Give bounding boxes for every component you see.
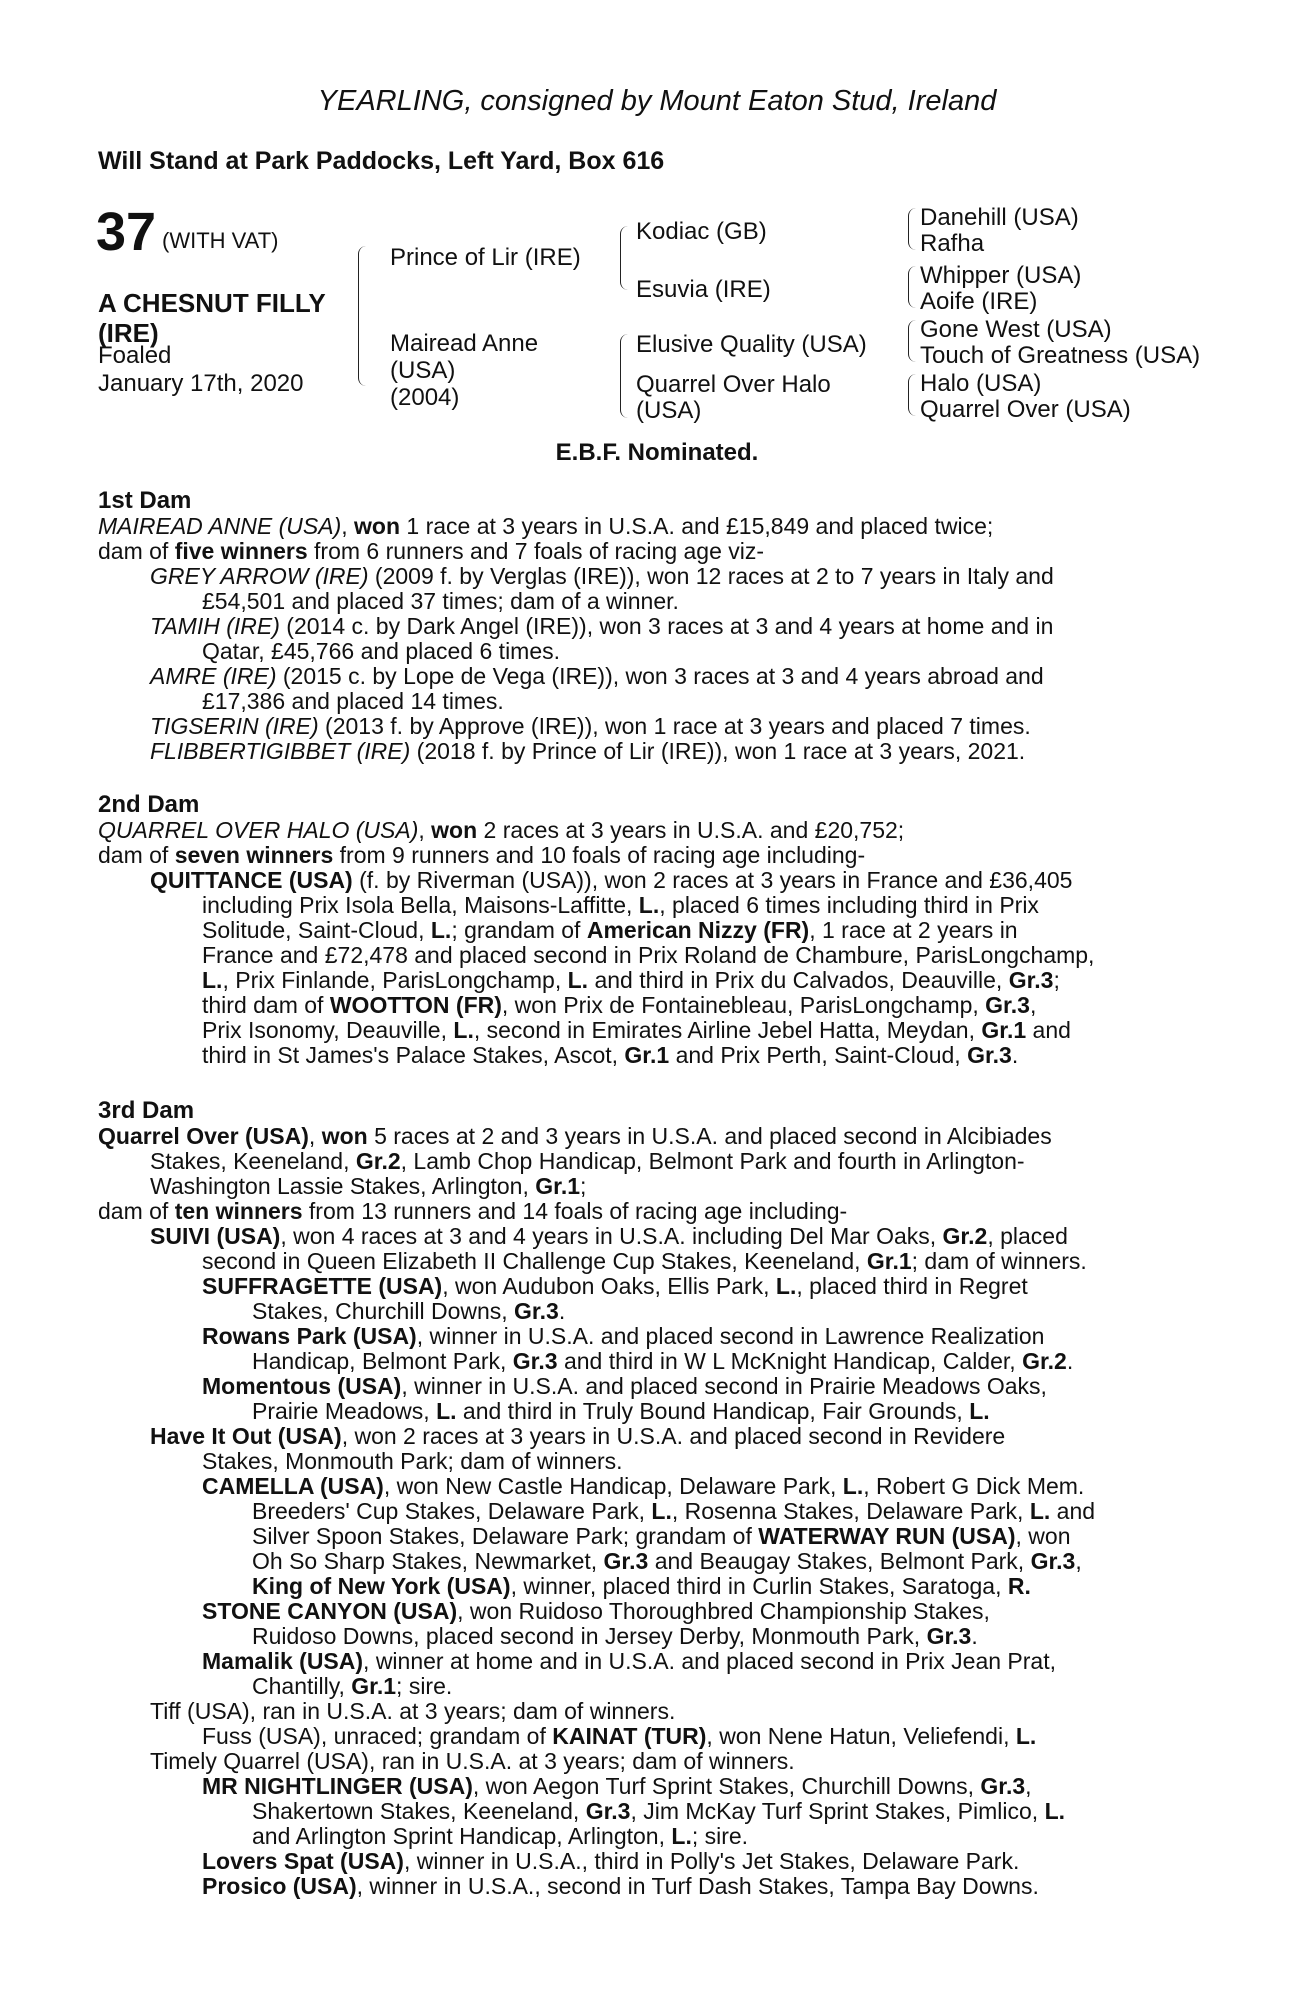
third-dam-line: Washington Lassie Stakes, Arlington, Gr.1; — [150, 1173, 587, 1199]
third-dam-line: Shakertown Stakes, Keeneland, Gr.3, Jim McKay Turf Sprint Stakes, Pimlico, L. — [252, 1798, 1066, 1824]
third-dam-line: Stakes, Churchill Downs, Gr.3. — [252, 1298, 566, 1324]
pedigree-gg-7: Halo (USA) — [920, 370, 1042, 397]
third-dam-line: Momentous (USA), winner in U.S.A. and placed second in Prairie Meadows Oaks, — [202, 1373, 1047, 1399]
first-dam-line: £17,386 and placed 14 times. — [202, 688, 504, 714]
third-dam-line: Oh So Sharp Stakes, Newmarket, Gr.3 and Beaugay Stakes, Belmont Park, Gr.3, — [252, 1548, 1082, 1574]
third-dam-line: Handicap, Belmont Park, Gr.3 and third in W L McKnight Handicap, Calder, Gr.2. — [252, 1348, 1074, 1374]
first-dam-line: £54,501 and placed 37 times; dam of a winner. — [202, 588, 679, 614]
pedigree-dam-sire: Elusive Quality (USA) — [636, 331, 867, 358]
third-dam-line: SUFFRAGETTE (USA), won Audubon Oaks, Ellis Park, L., placed third in Regret — [202, 1273, 1028, 1299]
pedigree-sire-sire: Kodiac (GB) — [636, 218, 767, 245]
third-dam-line: and Arlington Sprint Handicap, Arlington, L.; sire. — [252, 1823, 749, 1849]
first-dam-line: AMRE (IRE) (2015 c. by Lope de Vega (IRE)), won 3 races at 3 and 4 years abroad and — [150, 663, 1044, 689]
third-dam-line: Lovers Spat (USA), winner in U.S.A., third in Polly's Jet Stakes, Delaware Park. — [202, 1848, 1020, 1874]
second-dam-line: QUARREL OVER HALO (USA), won 2 races at 3 years in U.S.A. and £20,752; — [98, 817, 905, 843]
pedigree-dam-line-3: (2004) — [390, 384, 460, 411]
pedigree-gg-3: Whipper (USA) — [920, 262, 1082, 289]
foaled-info — [98, 342, 304, 398]
second-dam-line: France and £72,478 and placed second in Prix Roland de Chambure, ParisLongchamp, — [202, 942, 1095, 968]
pedigree-gg-8: Quarrel Over (USA) — [920, 396, 1131, 423]
third-dam-line: Chantilly, Gr.1; sire. — [252, 1673, 453, 1699]
second-dam-line: QUITTANCE (USA) (f. by Riverman (USA)), won 2 races at 3 years in France and £36,405 — [150, 867, 1073, 893]
pedigree-dam-dam-line-1: Quarrel Over Halo — [636, 371, 831, 398]
vat-note: (WITH VAT) — [162, 228, 279, 253]
pedigree-bracket-gg-1 — [908, 208, 916, 250]
first-dam-heading: 1st Dam — [98, 487, 192, 514]
third-dam-line: King of New York (USA), winner, placed third in Curlin Stakes, Saratoga, R. — [252, 1573, 1031, 1599]
third-dam-line: Tiff (USA), ran in U.S.A. at 3 years; dam of winners. — [150, 1698, 676, 1724]
pedigree-gg-6: Touch of Greatness (USA) — [920, 342, 1201, 369]
first-dam-line: dam of five winners from 6 runners and 7 foals of racing age viz- — [98, 538, 765, 564]
pedigree-bracket-main — [358, 246, 367, 386]
pedigree-bracket-dam — [620, 334, 629, 418]
third-dam-line: Breeders' Cup Stakes, Delaware Park, L., Rosenna Stakes, Delaware Park, L. and — [252, 1498, 1096, 1524]
lot-description — [98, 288, 326, 348]
pedigree-dam-line-1: Mairead Anne — [390, 330, 539, 357]
pedigree-sire: Prince of Lir (IRE) — [390, 244, 581, 271]
first-dam-line: FLIBBERTIGIBBET (IRE) (2018 f. by Prince of Lir (IRE)), won 1 race at 3 years, 2021. — [150, 738, 1026, 764]
first-dam-line: TAMIH (IRE) (2014 c. by Dark Angel (IRE)), won 3 races at 3 and 4 years at home and in — [150, 613, 1054, 639]
pedigree-gg-4: Aoife (IRE) — [920, 288, 1038, 315]
second-dam-line: Solitude, Saint-Cloud, L.; grandam of American Nizzy (FR), 1 race at 2 years in — [202, 917, 1018, 943]
pedigree-dam-dam-line-2: (USA) — [636, 397, 702, 424]
second-dam-line: third dam of WOOTTON (FR), won Prix de Fontainebleau, ParisLongchamp, Gr.3, — [202, 992, 1037, 1018]
third-dam-line: Ruidoso Downs, placed second in Jersey Derby, Monmouth Park, Gr.3. — [252, 1623, 978, 1649]
first-dam-line: Qatar, £45,766 and placed 6 times. — [202, 638, 561, 664]
third-dam-line: Have It Out (USA), won 2 races at 3 years in U.S.A. and placed second in Revidere — [150, 1423, 1006, 1449]
pedigree-bracket-sire — [620, 226, 629, 290]
third-dam-line: MR NIGHTLINGER (USA), won Aegon Turf Sprint Stakes, Churchill Downs, Gr.3, — [202, 1773, 1032, 1799]
pedigree-gg-1: Danehill (USA) — [920, 204, 1079, 231]
description-line-1: A CHESNUT FILLY — [98, 288, 326, 318]
second-dam-line: dam of seven winners from 9 runners and 10 foals of racing age including- — [98, 842, 866, 868]
pedigree-dam-line-2: (USA) — [390, 357, 456, 384]
third-dam-line: SUIVI (USA), won 4 races at 3 and 4 years in U.S.A. including Del Mar Oaks, Gr.2, placed — [150, 1223, 1068, 1249]
third-dam-line: Timely Quarrel (USA), ran in U.S.A. at 3 years; dam of winners. — [150, 1748, 795, 1774]
pedigree-gg-5: Gone West (USA) — [920, 316, 1112, 343]
third-dam-line: second in Queen Elizabeth II Challenge Cup Stakes, Keeneland, Gr.1; dam of winners. — [202, 1248, 1087, 1274]
third-dam-heading: 3rd Dam — [98, 1097, 195, 1124]
third-dam-line: Fuss (USA), unraced; grandam of KAINAT (TUR), won Nene Hatun, Veliefendi, L. — [202, 1723, 1037, 1749]
foaled-date: January 17th, 2020 — [98, 370, 304, 397]
pedigree-sire-dam: Esuvia (IRE) — [636, 276, 771, 303]
pedigree-bracket-gg-4 — [908, 374, 916, 416]
page-title: YEARLING, consigned by Mount Eaton Stud, Ireland — [317, 85, 997, 117]
description-line-2: (IRE) — [98, 318, 159, 348]
second-dam-heading: 2nd Dam — [98, 791, 200, 818]
ebf-nominated: E.B.F. Nominated. — [555, 439, 759, 466]
second-dam-line: including Prix Isola Bella, Maisons-Laffitte, L., placed 6 times including third in Prix — [202, 892, 1039, 918]
first-dam-line: GREY ARROW (IRE) (2009 f. by Verglas (IRE)), won 12 races at 2 to 7 years in Italy and — [150, 563, 1054, 589]
lot-number: 37 — [96, 202, 157, 262]
third-dam-line: STONE CANYON (USA), won Ruidoso Thoroughbred Championship Stakes, — [202, 1598, 990, 1624]
third-dam-line: Silver Spoon Stakes, Delaware Park; grandam of WATERWAY RUN (USA), won — [252, 1523, 1071, 1549]
third-dam-line: Prosico (USA), winner in U.S.A., second in Turf Dash Stakes, Tampa Bay Downs. — [202, 1873, 1039, 1899]
second-dam-line: Prix Isonomy, Deauville, L., second in Emirates Airline Jebel Hatta, Meydan, Gr.1 and — [202, 1017, 1071, 1043]
second-dam-line: L., Prix Finlande, ParisLongchamp, L. and third in Prix du Calvados, Deauville, Gr.3; — [202, 967, 1060, 993]
third-dam-line: Mamalik (USA), winner at home and in U.S.A. and placed second in Prix Jean Prat, — [202, 1648, 1056, 1674]
third-dam-line: Prairie Meadows, L. and third in Truly Bound Handicap, Fair Grounds, L. — [252, 1398, 990, 1424]
third-dam-line: Rowans Park (USA), winner in U.S.A. and placed second in Lawrence Realization — [202, 1323, 1045, 1349]
pedigree-bracket-gg-3 — [908, 320, 916, 362]
third-dam-line: Stakes, Keeneland, Gr.2, Lamb Chop Handicap, Belmont Park and fourth in Arlington- — [150, 1148, 1025, 1174]
first-dam-line: TIGSERIN (IRE) (2013 f. by Approve (IRE)), won 1 race at 3 years and placed 7 times. — [150, 713, 1031, 739]
third-dam-line: Stakes, Monmouth Park; dam of winners. — [202, 1448, 623, 1474]
pedigree-gg-2: Rafha — [920, 230, 985, 257]
stand-location: Will Stand at Park Paddocks, Left Yard, Box 616 — [98, 147, 665, 175]
foaled-label: Foaled — [98, 342, 172, 369]
third-dam-line: dam of ten winners from 13 runners and 14 foals of racing age including- — [98, 1198, 848, 1224]
second-dam-line: third in St James's Palace Stakes, Ascot, Gr.1 and Prix Perth, Saint-Cloud, Gr.3. — [202, 1042, 1019, 1068]
pedigree-bracket-gg-2 — [908, 266, 916, 308]
first-dam-line: MAIREAD ANNE (USA), won 1 race at 3 years in U.S.A. and £15,849 and placed twice; — [98, 513, 994, 539]
third-dam-line: Quarrel Over (USA), won 5 races at 2 and 3 years in U.S.A. and placed second in Alcibiades — [98, 1123, 1052, 1149]
third-dam-line: CAMELLA (USA), won New Castle Handicap, Delaware Park, L., Robert G Dick Mem. — [202, 1473, 1085, 1499]
